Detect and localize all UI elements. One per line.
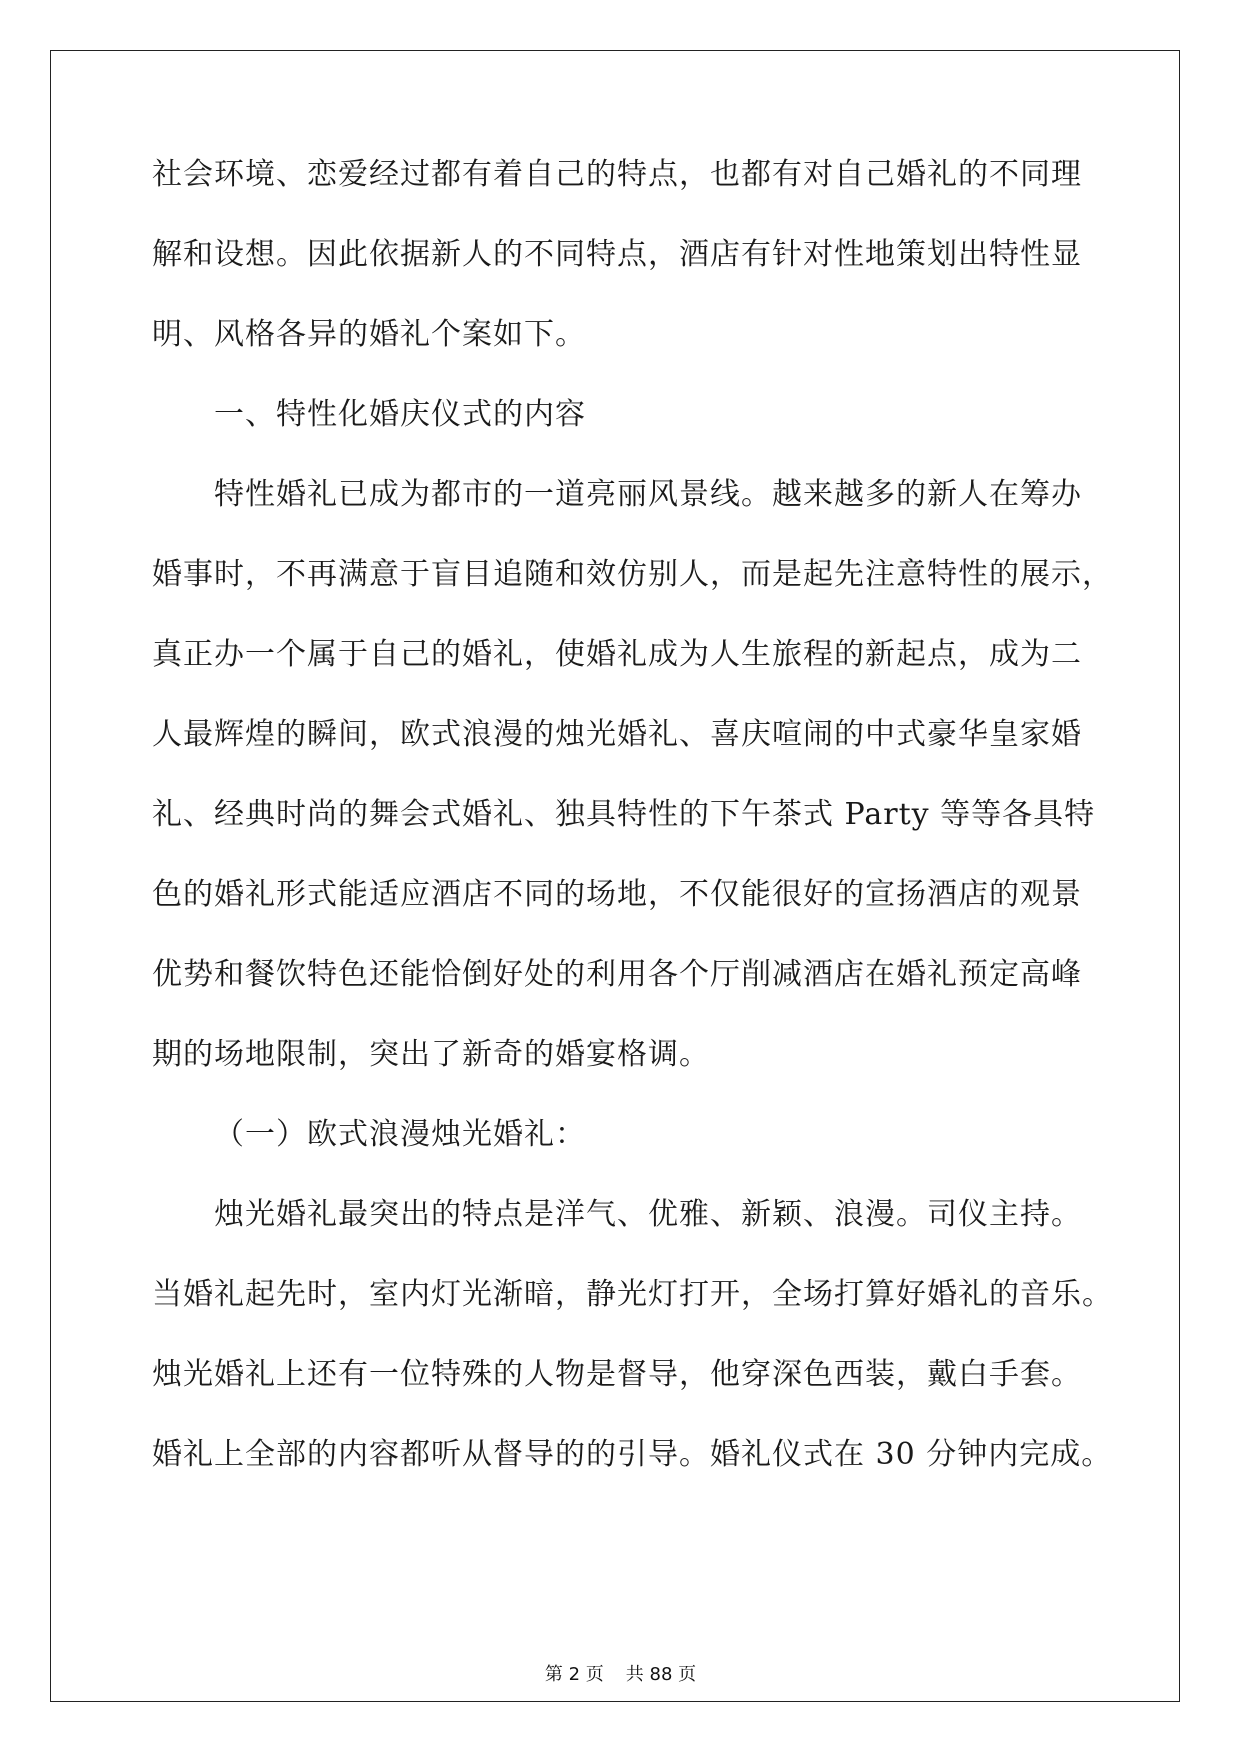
body-line-8: 人最辉煌的瞬间，欧式浪漫的烛光婚礼、喜庆喧闹的中式豪华皇家婚	[152, 717, 1082, 752]
body-line-9: 礼、经典时尚的舞会式婚礼、独具特性的下午茶式 Party 等等各具特	[152, 797, 1096, 832]
subsection-heading: （一）欧式浪漫烛光婚礼：	[214, 1117, 586, 1152]
document-body	[152, 157, 1113, 1520]
body-line-5: 特性婚礼已成为都市的一道亮丽风景线。越来越多的新人在筹办	[214, 477, 1082, 512]
page-footer	[0, 1664, 1241, 1686]
body-line-2: 解和设想。因此依据新人的不同特点，酒店有针对性地策划出特性显	[152, 237, 1082, 272]
body-line-15: 当婚礼起先时，室内灯光渐暗，静光灯打开，全场打算好婚礼的音乐。	[152, 1277, 1113, 1312]
body-line-6: 婚事时，不再满意于盲目追随和效仿别人，而是起先注意特性的展示，	[152, 557, 1113, 592]
body-line-11: 优势和餐饮特色还能恰倒好处的利用各个厅削减酒店在婚礼预定高峰	[152, 957, 1082, 992]
body-line-3: 明、风格各异的婚礼个案如下。	[152, 317, 586, 352]
body-line-14: 烛光婚礼最突出的特点是洋气、优雅、新颖、浪漫。司仪主持。	[214, 1197, 1082, 1232]
page-number: 第 2 页	[544, 1664, 604, 1685]
total-pages: 共 88 页	[625, 1664, 697, 1685]
body-line-12: 期的场地限制，突出了新奇的婚宴格调。	[152, 1037, 710, 1072]
section-heading: 一、特性化婚庆仪式的内容	[214, 397, 586, 432]
body-line-1: 社会环境、恋爱经过都有着自己的特点，也都有对自己婚礼的不同理	[152, 157, 1082, 192]
body-line-7: 真正办一个属于自己的婚礼，使婚礼成为人生旅程的新起点，成为二	[152, 637, 1082, 672]
body-line-17: 婚礼上全部的内容都听从督导的的引导。婚礼仪式在 30 分钟内完成。	[152, 1437, 1113, 1472]
body-line-16: 烛光婚礼上还有一位特殊的人物是督导，他穿深色西装，戴白手套。	[152, 1357, 1082, 1392]
body-line-10: 色的婚礼形式能适应酒店不同的场地，不仅能很好的宣扬酒店的观景	[152, 877, 1082, 912]
